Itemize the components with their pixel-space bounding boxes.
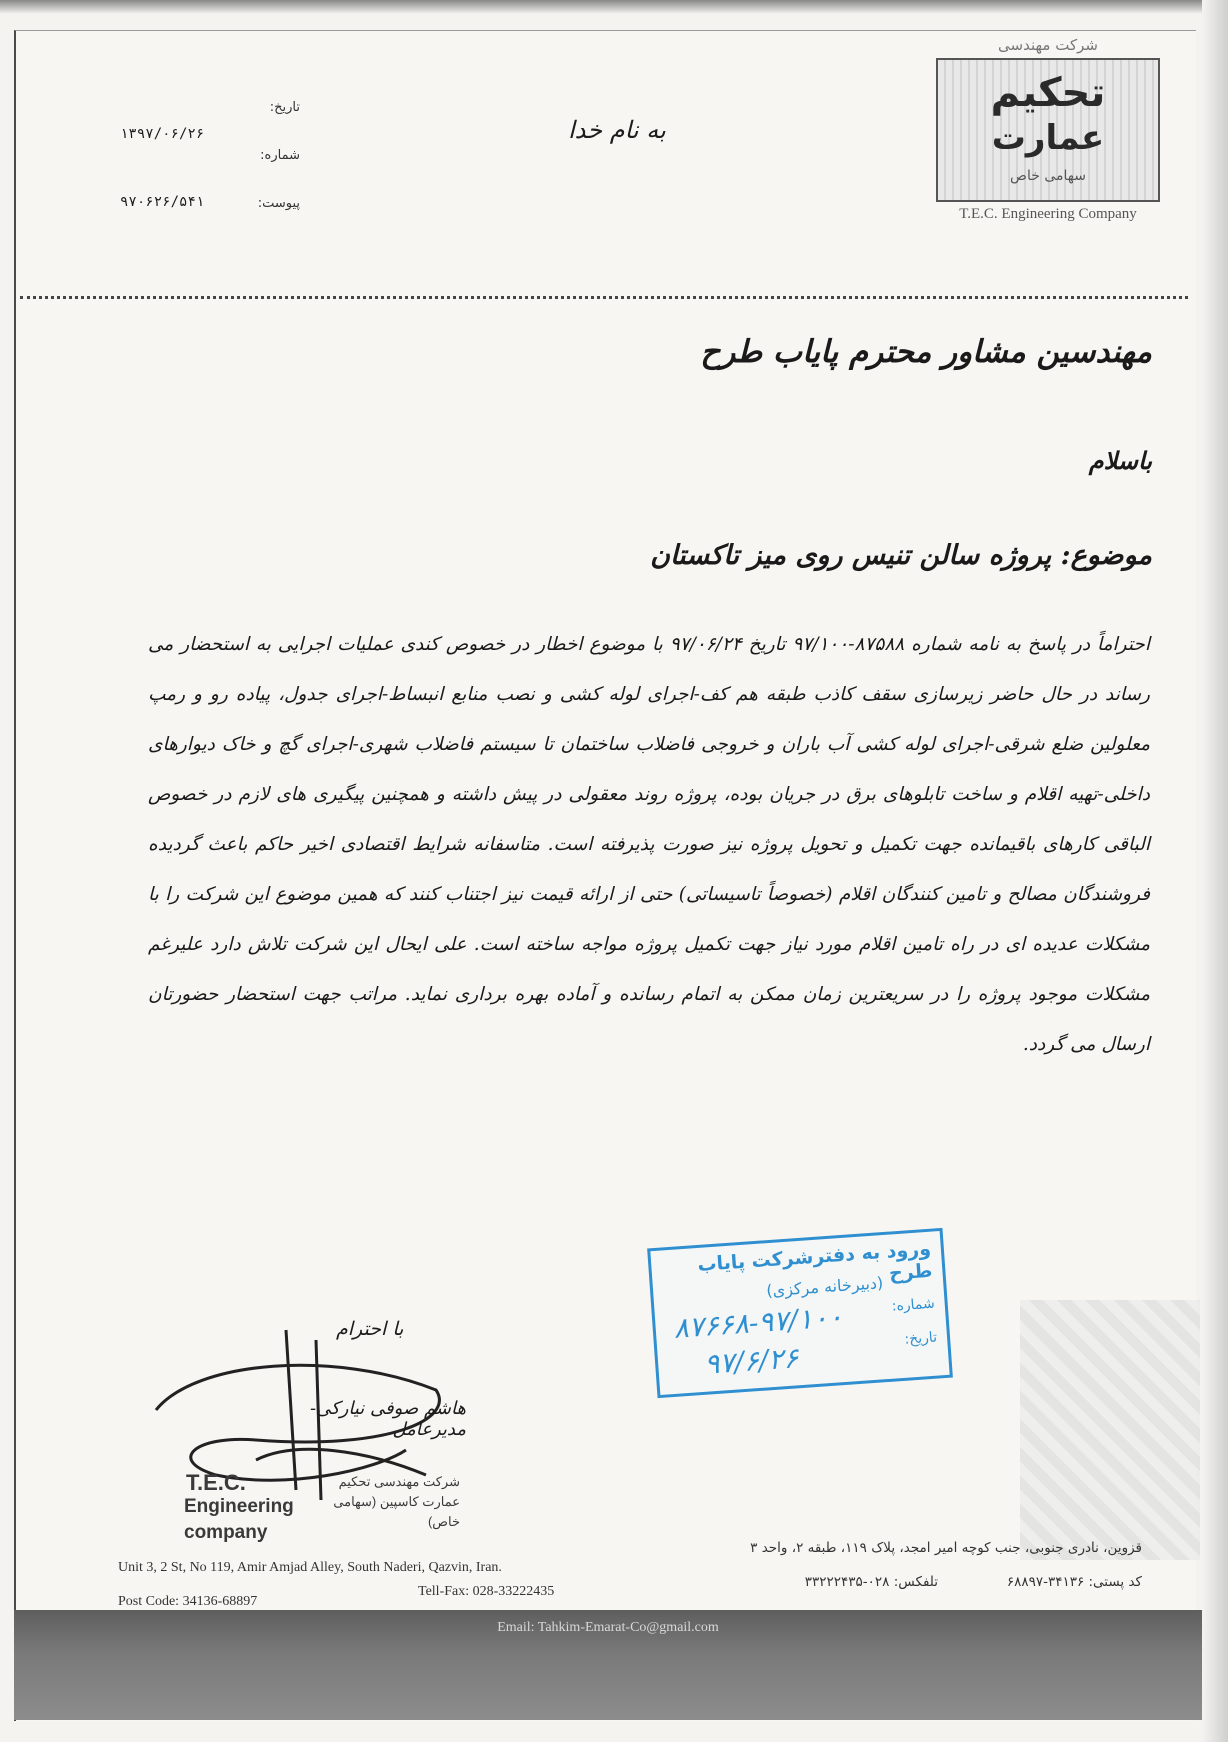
received-stamp <box>647 1228 953 1398</box>
seal-line-2: Engineering <box>184 1496 294 1517</box>
signer-name: هاشم صوفی نیارکی-مدیرعامل <box>310 1398 466 1440</box>
scan-top-edge <box>0 0 1228 14</box>
footer-postcode-fa: کد پستی: ۳۴۱۳۶-۶۸۸۹۷ <box>1006 1574 1142 1590</box>
letter-meta <box>110 100 300 244</box>
scan-right-edge <box>1202 0 1228 1742</box>
company-logo <box>930 36 1166 244</box>
meta-date <box>110 100 300 148</box>
meta-date-label: تاریخ: <box>269 100 300 115</box>
header-divider <box>20 296 1188 305</box>
seal-line-3: company <box>184 1522 268 1543</box>
meta-number-label: شماره: <box>260 148 300 163</box>
logo-word-emarat: عمارت <box>991 118 1105 158</box>
footer-tel-en: Tell-Fax: 028-33222435 <box>418 1584 555 1599</box>
footer-address-en: Unit 3, 2 St, No 119, Amir Amjad Alley, South Naderi, Qazvin, Iran. <box>118 1560 502 1575</box>
stamp-title: ورود به دفترشرکت پایاب طرح <box>696 1237 934 1285</box>
company-name-en: T.E.C. Engineering Company <box>959 206 1137 222</box>
footer-address-fa: قزوین، نادری جنوبی، جنب کوچه امیر امجد، پلاک ۱۱۹، طبقه ۲، واحد ۳ <box>750 1540 1142 1556</box>
footer-tel-fa: تلفکس: ۰۲۸-۳۳۲۲۲۴۳۵ <box>804 1574 938 1590</box>
company-seal <box>180 1470 510 1556</box>
meta-number <box>110 148 300 196</box>
footer-email: Email: Tahkim-Emarat-Co@gmail.com <box>497 1620 719 1635</box>
decorative-pattern <box>1020 1300 1200 1560</box>
footer-band <box>14 1610 1202 1720</box>
closing-greeting: با احترام <box>336 1318 404 1340</box>
logo-subtitle: سهامی خاص <box>1010 168 1086 184</box>
stamp-date-label: تاریخ: <box>903 1329 938 1348</box>
footer-postcode-en: Post Code: 34136-68897 <box>118 1594 258 1609</box>
seal-line-1: T.E.C. <box>186 1470 246 1495</box>
subject-line: موضوع: پروژه سالن تنیس روی میز تاکستان <box>650 540 1152 571</box>
logo-word-tahkim: تحکیم <box>990 70 1106 116</box>
letter-body: احتراماً در پاسخ به نامه شماره ۸۷۵۸۸-۹۷/۱۰۰ تاریخ ۹۷/۰۶/۲۴ با موضوع اخطار در خصوص کندی عملیات اجرایی به استحضار می رساند در حال حاضر زیرسازی سقف کاذب طبقه هم کف-اجرای لوله کشی و نصب منابع انبساط-اجرای جدول، پیاده رو و رمپ معلولین ضلع شرقی-اجرای لوله کشی آب باران و خروجی فاضلاب ساختمان تا سیستم فاضلاب شهری-اجرای گچ و خاک دیوارهای داخلی-تهیه اقلام و ساخت تابلوهای برق در جریان بوده، پروژه روند معقولی در پیش داشته و همچنین پیگیری های لازم در خصوص الباقی کارهای باقیمانده جهت تکمیل و تحویل پروژه نیز صورت پذیرفته است. متاسفانه شرایط اقتصادی اخیر حاکم باعث گردیده فروشندگان مصالح و تامین کنندگان اقلام (خصوصاً تاسیساتی) حتی از ارائه قیمت نیز اجتناب کنند که همین موضوع این شرکت را با مشکلات عدیده ای در راه تامین اقلام مورد نیاز جهت تکمیل پروژه مواجه ساخته است. علی ایحال این شرکت تلاش دارد علیرغم مشکلات موجود پروژه را در سریعترین زمان ممکن به اتمام رسانده و آماده بهره برداری نماید. مراتب جهت استحضار حضورتان ارسال می گردد. <box>148 634 1150 1055</box>
seal-fa: شرکت مهندسی تحکیم عمارت کاسپین (سهامی خاص) <box>333 1474 460 1529</box>
logo-emblem <box>936 58 1160 202</box>
stamp-subtitle: (دبیرخانه مرکزی) <box>765 1273 884 1301</box>
logo-company-top: شرکت مهندسی <box>998 36 1098 54</box>
addressee: مهندسین مشاور محترم پایاب طرح <box>700 334 1152 370</box>
greeting: باسلام <box>1088 446 1152 475</box>
stamp-number-value: ۸۷۶۶۸-۹۷/۱۰۰ <box>672 1300 844 1345</box>
meta-attachment <box>110 196 300 244</box>
bismillah: به نام خدا <box>568 116 666 144</box>
meta-date-value: ۱۳۹۷/۰۶/۲۶ <box>120 126 205 142</box>
stamp-number-label: شماره: <box>891 1295 936 1315</box>
stamp-date-value: ۹۷/۶/۲۶ <box>703 1341 800 1381</box>
meta-attachment-label: پیوست: <box>257 196 300 211</box>
meta-attachment-value: ۹۷۰۶۲۶/۵۴۱ <box>120 194 205 210</box>
